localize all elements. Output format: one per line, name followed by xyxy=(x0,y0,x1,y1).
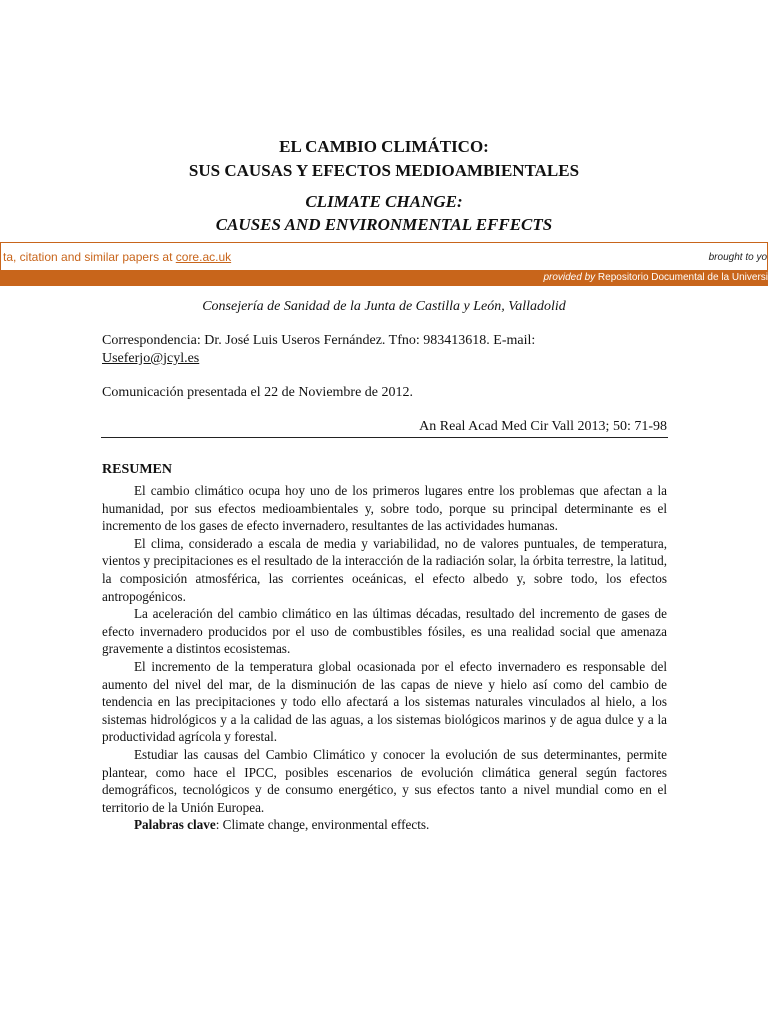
core-link[interactable]: core.ac.uk xyxy=(175,250,232,264)
core-banner-top xyxy=(0,242,768,271)
keywords xyxy=(102,816,667,834)
keywords-text: : Climate change, environmental effects. xyxy=(215,817,430,833)
core-banner-left-text: ta, citation and similar papers at xyxy=(3,250,176,264)
abstract-paragraph: El incremento de la temperatura global ocasionada por el efecto invernadero es responsable del aumento del nivel del mar, de la disminución de las capas de nieve y hielo así como del cambio de tendencia en las precipitaciones y todo ello afectará a los sistemas naturales vinculados al hielo, a los sistemas hidrológicos y a la calidad de las aguas, a los sistemas biológicos marinos y de agua dulce y a la productividad agrícola y forestal. xyxy=(102,658,667,745)
provided-by-text[interactable] xyxy=(543,272,768,283)
keywords-label: Palabras clave xyxy=(134,817,216,833)
provided-by-source: Repositorio Documental de la Universi xyxy=(595,272,768,283)
brought-to-you-text[interactable]: brought to yo xyxy=(708,252,767,263)
correspondence: Correspondencia: Dr. José Luis Useros Fernández. Tfno: 983413618. E-mail: xyxy=(102,333,536,348)
abstract-paragraph: El cambio climático ocupa hoy uno de los primeros lugares entre los problemas que afectan a la humanidad, por sus efectos medioambientales y, sobre todo, porque su principal determinante es el incremento de los gases de efecto invernadero, resultantes de las actividades humanas. xyxy=(102,483,667,534)
abstract-body xyxy=(102,482,667,834)
title-en-line2: CAUSES AND ENVIRONMENTAL EFFECTS xyxy=(215,215,553,234)
email-link[interactable]: Useferjo@jcyl.es xyxy=(102,351,200,366)
affiliation: Consejería de Sanidad de la Junta de Castilla y León, Valladolid xyxy=(202,299,566,314)
title-es-line1: EL CAMBIO CLIMÁTICO: xyxy=(279,137,489,156)
title-es-line2: SUS CAUSAS Y EFECTOS MEDIOAMBIENTALES xyxy=(188,161,580,180)
abstract-paragraph: La aceleración del cambio climático en las últimas décadas, resultado del incremento de gases de efecto invernadero producidos por el uso de combustibles fósiles, es una realidad social que amenaza gravemente a distintos ecosistemas. xyxy=(102,606,667,657)
core-banner-provided-bar xyxy=(0,270,768,286)
header-divider xyxy=(101,437,668,438)
abstract-heading: RESUMEN xyxy=(102,462,173,477)
title-en-line1: CLIMATE CHANGE: xyxy=(305,192,463,211)
communication-date: Comunicación presentada el 22 de Noviembre de 2012. xyxy=(102,385,414,400)
provided-by-label: provided by xyxy=(543,272,596,283)
abstract-paragraph: Estudiar las causas del Cambio Climático y conocer la evolución de sus determinantes, permite plantear, como hace el IPCC, posibles escenarios de evolución climática general según factores demográficos, tecnológicos y de consumo energético, y sus efectos tanto a nivel mundial como en el territorio de la Unión Europea. xyxy=(102,746,667,815)
core-banner xyxy=(0,242,768,286)
abstract-paragraph: El clima, considerado a escala de media y variabilidad, no de valores puntuales, de temperatura, vientos y precipitaciones es el resultado de la interacción de la radiación solar, la órbita terrestre, la latitud, la composición atmosférica, las corrientes oceánicas, el efecto albedo y, sobre todo, los efectos antropogénicos. xyxy=(102,535,667,604)
core-banner-text xyxy=(3,250,231,264)
journal-reference: An Real Acad Med Cir Vall 2013; 50: 71-98 xyxy=(419,419,667,434)
